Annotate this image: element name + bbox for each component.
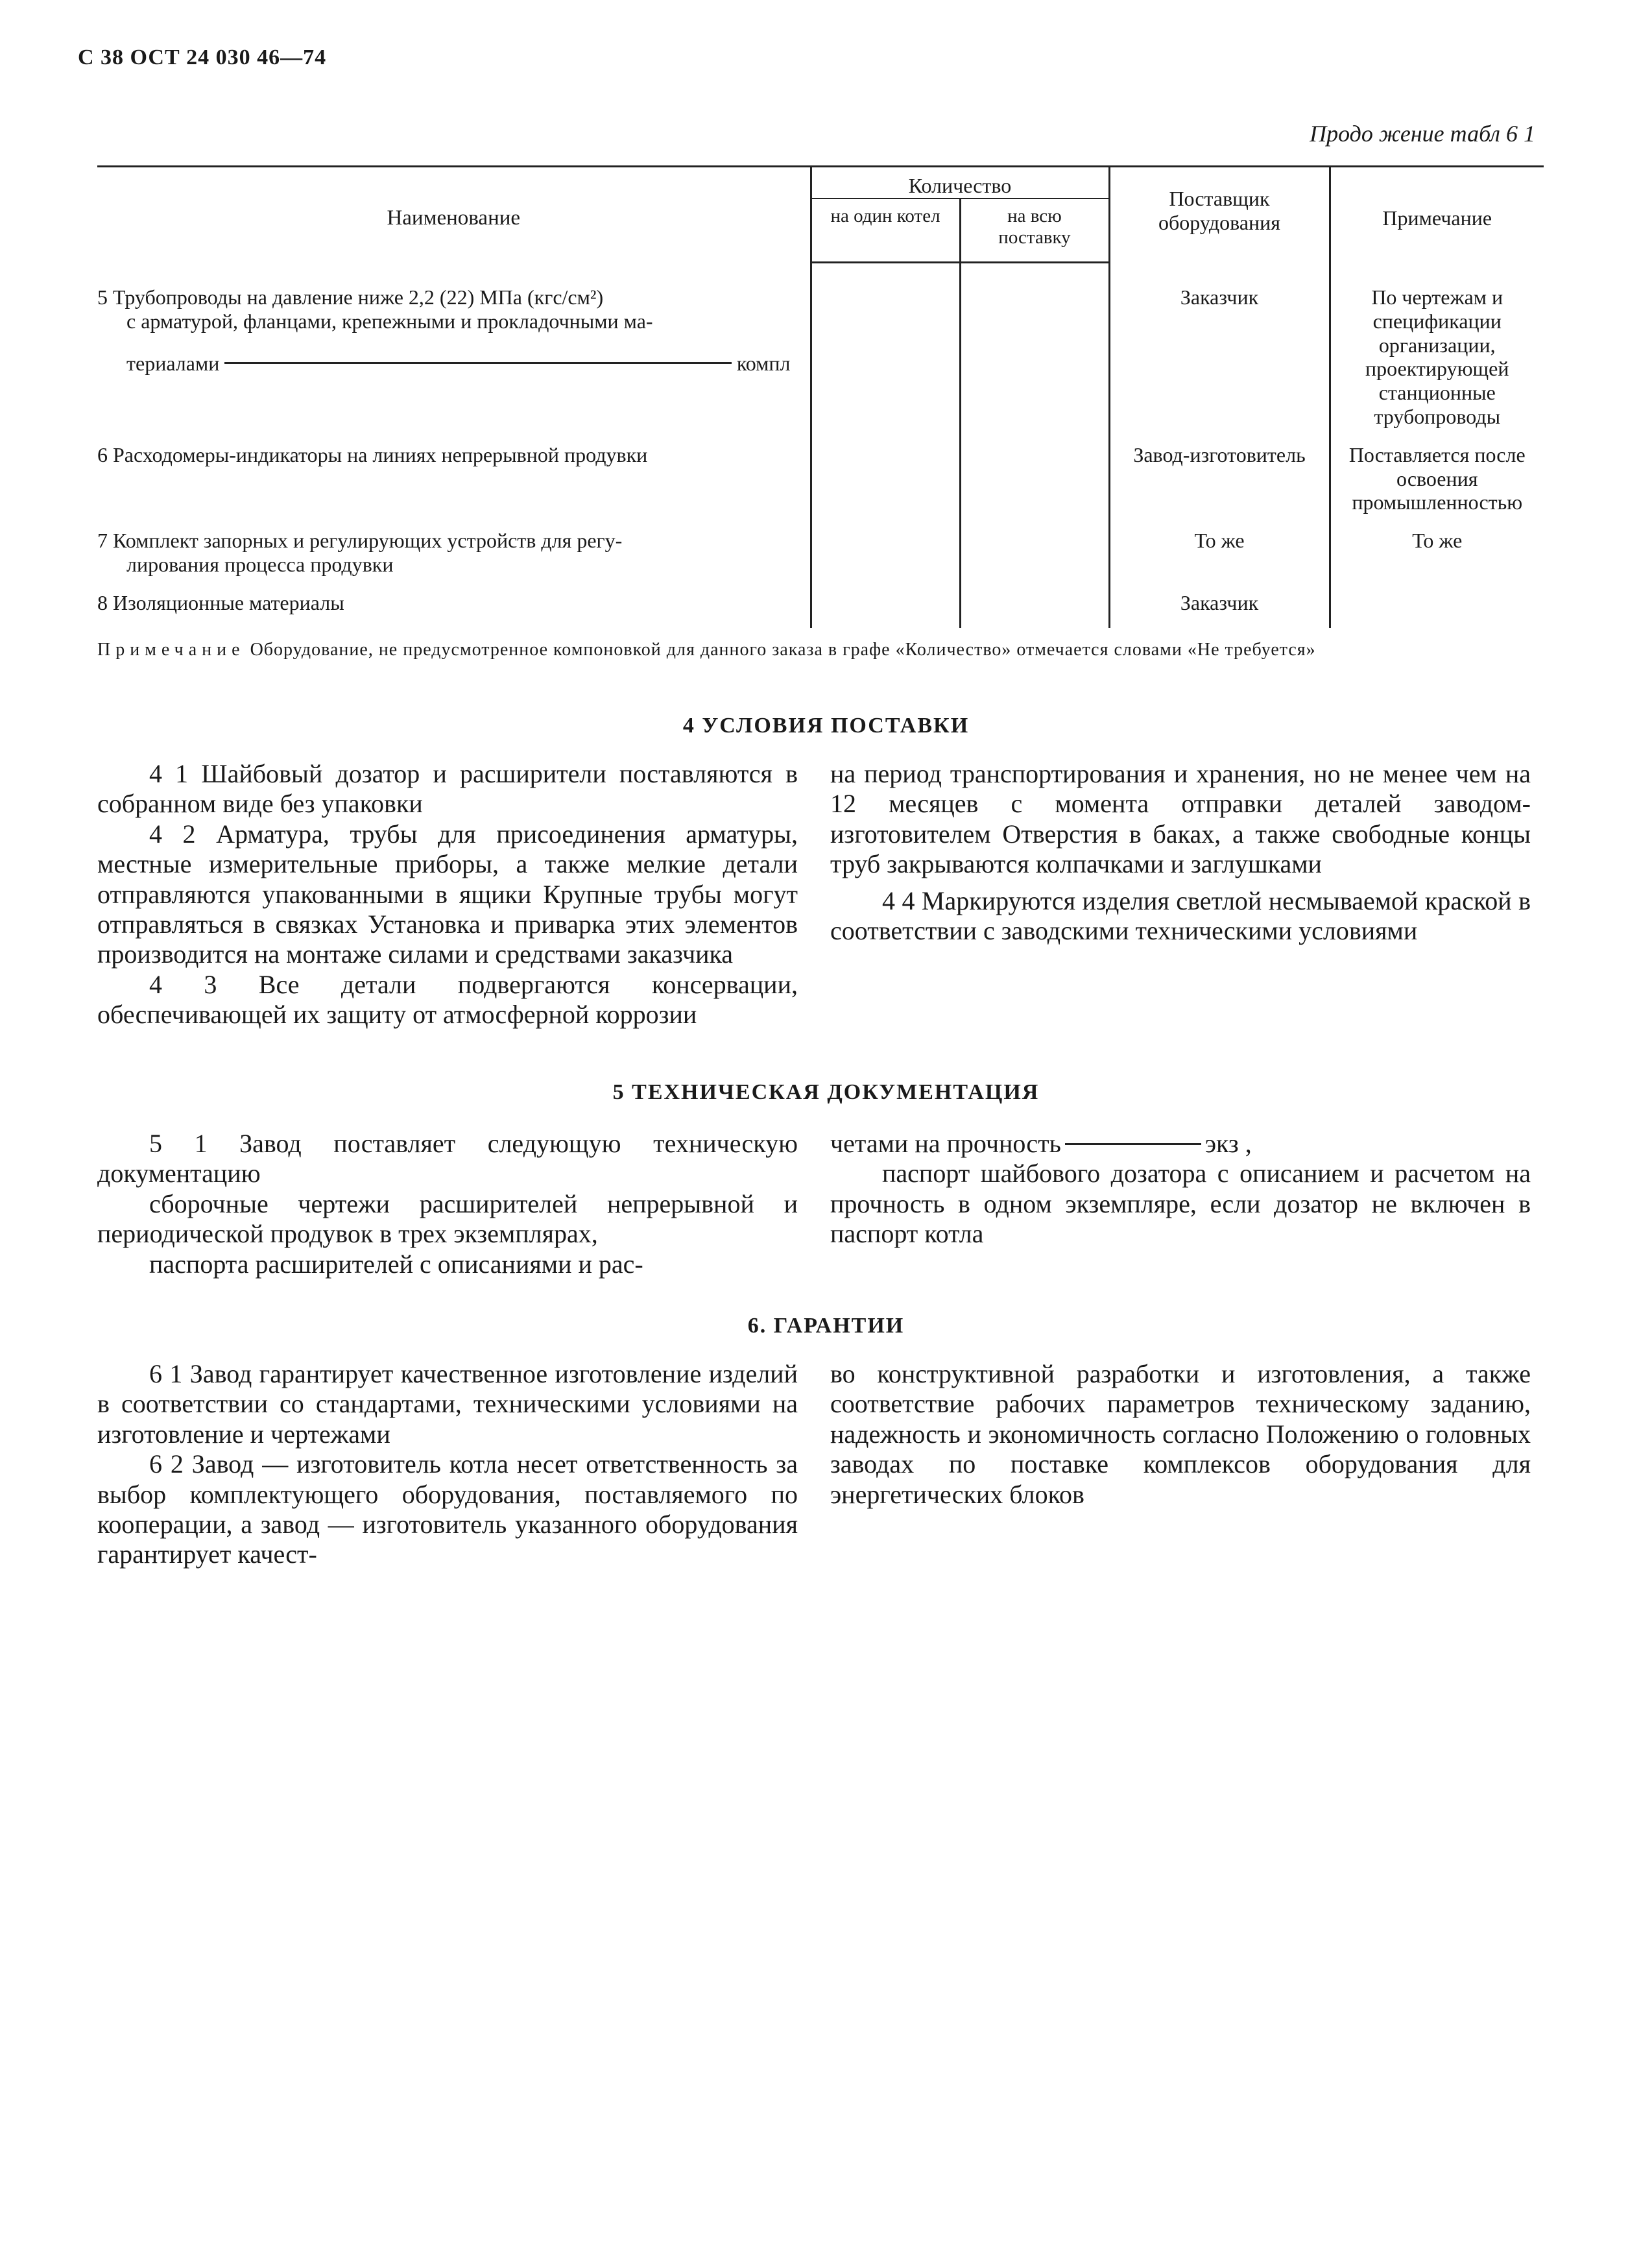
section-4-title: 4 УСЛОВИЯ ПОСТАВКИ bbox=[682, 714, 970, 738]
row-unit: компл bbox=[736, 351, 791, 375]
page-header: С 38 ОСТ 24 030 46—74 bbox=[78, 45, 327, 69]
header-note: Примечание bbox=[1330, 167, 1544, 263]
row-note bbox=[1330, 577, 1544, 628]
header-supplier: Поставщик оборудования bbox=[1109, 167, 1330, 263]
section-5-right-column bbox=[830, 1129, 1531, 1249]
paragraph: четами на прочность bbox=[830, 1129, 1061, 1158]
row-text: 5 Трубопроводы на давление ниже 2,2 (22) МПа (кгс/см²) bbox=[97, 285, 604, 309]
fill-line bbox=[224, 362, 732, 364]
table-row bbox=[97, 514, 1544, 577]
paragraph: 4 4 Маркируются изделия светлой несмываемой краской в соответствии с заводскими техническими условиями bbox=[830, 886, 1531, 945]
row-supplier: То же bbox=[1109, 514, 1330, 577]
note-text: Оборудование, не предусмотренное компоновкой для данного заказа в графе «Количество» отмечается словами «Не требуется» bbox=[250, 640, 1316, 660]
section-4-left-column bbox=[97, 759, 798, 1030]
paragraph: паспорт шайбового дозатора с описанием и расчетом на прочность в одном экземпляре, если дозатор не включен в паспорт котла bbox=[830, 1159, 1531, 1249]
paragraph: 5 1 Завод поставляет следующую техническую документацию bbox=[97, 1129, 798, 1188]
paragraph: 6 1 Завод гарантирует качественное изготовление изделий в соответствии со стандартами, техническими условиями на изготовление и чертежами bbox=[97, 1359, 798, 1449]
paragraph: на период транспортирования и хранения, но не менее чем на 12 месяцев с момента отправки деталей заводом-изготовителем Отверстия в баках, а также свободные концы труб закрываются колпачками и заглушками bbox=[830, 759, 1531, 879]
paragraph: сборочные чертежи расширителей непрерывной и периодической продувок в трех экземплярах, bbox=[97, 1188, 798, 1249]
row-text: 7 Комплект запорных и регулирующих устройств для регу- bbox=[97, 529, 623, 553]
table-row bbox=[97, 577, 1544, 628]
paragraph: паспорта расширителей с описаниями и рас- bbox=[149, 1249, 643, 1279]
table-caption: Продо жение табл 6 1 bbox=[1310, 121, 1535, 147]
paragraph: во конструктивной разработки и изготовления, а также соответствие рабочих параметров техническому заданию, надежность и экономичность согласно Положению о головных заводах по поставке комплексов оборудования для энергетических блоков bbox=[830, 1359, 1531, 1509]
table-row bbox=[97, 429, 1544, 514]
note-label: Примечание bbox=[97, 640, 245, 660]
row-note: Поставляется после освоения промышленностью bbox=[1330, 429, 1544, 514]
row-text: лирования процесса продувки bbox=[126, 552, 394, 576]
row-supplier: Заказчик bbox=[1109, 263, 1330, 429]
header-qty-all: на всю поставку bbox=[960, 199, 1109, 263]
section-5-title: 5 ТЕХНИЧЕСКАЯ ДОКУМЕНТАЦИЯ bbox=[612, 1080, 1040, 1104]
equipment-table bbox=[97, 165, 1544, 628]
paragraph: 4 1 Шайбовый дозатор и расширители поставляются в собранном виде без упаковки bbox=[97, 759, 798, 819]
paragraph: 6 2 Завод — изготовитель котла несет ответственность за выбор комплектующего оборудования, поставляемого по кооперации, а завод — изготовитель указанного оборудования гарантирует качест- bbox=[97, 1449, 798, 1569]
row-text: 8 Изоляционные материалы bbox=[97, 590, 344, 614]
row-note: То же bbox=[1330, 514, 1544, 577]
section-6-right-column bbox=[830, 1359, 1531, 1510]
header-quantity: Количество bbox=[811, 167, 1109, 199]
table-footnote bbox=[97, 639, 1544, 661]
table-row bbox=[97, 263, 1544, 429]
row-supplier: Завод-изготовитель bbox=[1109, 429, 1330, 514]
row-supplier: Заказчик bbox=[1109, 577, 1330, 628]
section-4-right-column bbox=[830, 759, 1531, 946]
section-5-left-column bbox=[97, 1129, 798, 1279]
section-6-title: 6. ГАРАНТИИ bbox=[747, 1314, 905, 1338]
header-name: Наименование bbox=[97, 167, 811, 263]
paragraph: экз , bbox=[1204, 1129, 1252, 1158]
section-6-left-column bbox=[97, 1359, 798, 1570]
row-note: По чертежам и спецификации организации, проектирующей станционные трубопроводы bbox=[1330, 263, 1544, 429]
row-text: с арматурой, фланцами, крепежными и прокладочными ма- bbox=[126, 309, 653, 333]
row-text: 6 Расходомеры-индикаторы на линиях непрерывной продувки bbox=[97, 442, 648, 466]
fill-line bbox=[1065, 1143, 1201, 1145]
header-qty-one: на один котел bbox=[811, 199, 960, 263]
paragraph: 4 3 Все детали подвергаются консервации, обеспечивающей их защиту от атмосферной коррозии bbox=[97, 969, 798, 1030]
row-text: териалами bbox=[126, 351, 220, 375]
paragraph: 4 2 Арматура, трубы для присоединения арматуры, местные измерительные приборы, а также мелкие детали отправляются упакованными в ящики Крупные трубы могут отправляться в связках Установка и приварка этих элементов производится на монтаже силами и средствами заказчика bbox=[97, 819, 798, 969]
